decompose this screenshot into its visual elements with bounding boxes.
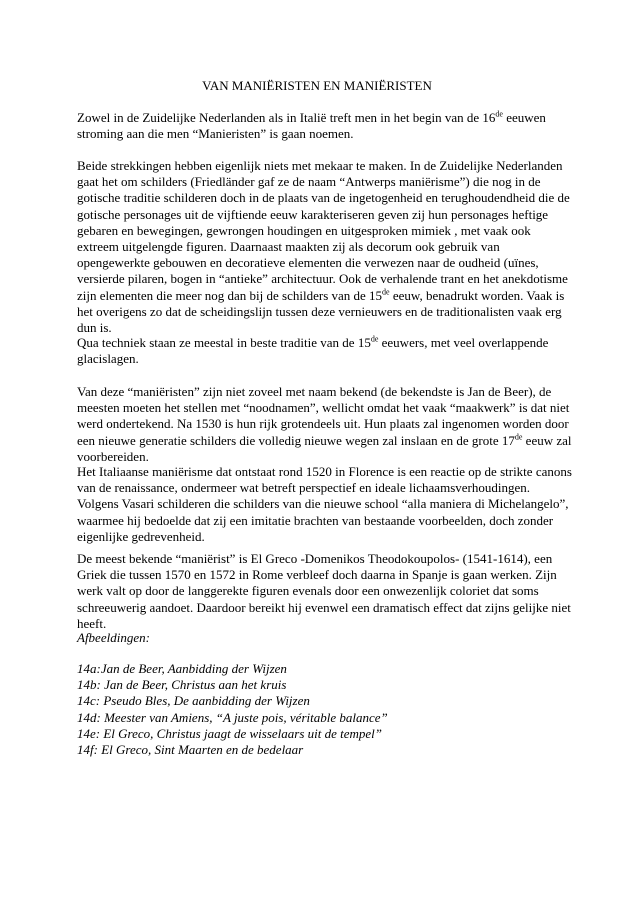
paragraph-technique: Qua techniek staan ze meestal in beste traditie van de 15de eeuwers, met veel overlappende glacislagen.: [77, 334, 549, 367]
page-title: VAN MANIËRISTEN EN MANIËRISTEN: [202, 78, 432, 93]
images-list: [77, 661, 388, 758]
list-item: 14d: Meester van Amiens, “A juste pois, véritable balance”: [77, 709, 388, 725]
paragraph-el-greco: De meest bekende “maniërist” is El Greco -Domenikos Theodokoupolos- (1541-1614), een Griek die tussen 1570 en 1572 in Rome verbleef doch daarna in Spanje is gaan werken. Zijn werk valt op door de langgerekte figuren evenals door een onwezenlijk coloriet dat soms schreeuwerig aandoet. Daardoor bereikt hij evenwel een dramatisch effect dat zijns gelijke niet heeft.: [77, 551, 571, 631]
paragraph-netherlands: Beide strekkingen hebben eigenlijk niets met mekaar te maken. In de Zuidelijke Nederlanden gaat het om schilders (Friedländer gaf ze de naam “Antwerps maniërisme”) die nog in de gotische traditie schilderen doch in de plaats van de ingetogenheid en terughoudendheid die de gotische personages uit de vijftiende eeuw karakteriseren geven zij hun personages heftige gebaren en bewegingen, gewrongen houdingen en uitgesproken mimiek , met vaak ook extreem uitgelengde figuren. Daarnaast maakten zij als decorum ook gebruik van opengewerkte gebouwen en decoratieve elementen die verwezen naar de oudheid (uïnes, versierde pilaren, bogen in “antieke” architectuur. Ook de verhalende trant en het anekdotisme zijn elementen die meer nog dan bij de schilders van de 15de eeuw, benadrukt worden. Vaak is het overigens zo dat de scheidingslijn tussen deze vernieuwers en de traditionalisten vaak erg dun is.: [77, 158, 570, 336]
list-item: 14e: El Greco, Christus jaagt de wisselaars uit de tempel”: [77, 725, 382, 741]
paragraph-intro: Zowel in de Zuidelijke Nederlanden als in Italië treft men in het begin van de 16de eeuwen stroming aan die men “Manieristen” is gaan noemen.: [77, 109, 546, 142]
images-heading: Afbeeldingen:: [77, 630, 150, 645]
list-item: 14b: Jan de Beer, Christus aan het kruis: [77, 677, 287, 693]
list-item: 14f: El Greco, Sint Maarten en de bedelaar: [77, 741, 304, 757]
paragraph-italian: Het Italiaanse maniërisme dat ontstaat rond 1520 in Florence is een reactie op de strikte canons van de renaissance, ondermeer wat betreft perspectief en ideale lichaamsverhoudingen. Volgens Vasari schilderen die schilders van die nieuwe school “alla maniera di Michelangelo”, waarmee hij bedoelde dat zij een imitatie brachten van bestaande voorbeelden, doch zonder eigenlijke gedrevenheid.: [77, 464, 572, 544]
paragraph-names: Van deze “maniëristen” zijn niet zoveel met naam bekend (de bekendste is Jan de Beer), de meesten moeten het stellen met “noodnamen”, wellicht omdat het vaak “maakwerk” is dat niet werd ondertekend. Na 1530 is hun rijk grotendeels uit. Hun plaats zal ingenomen worden door een nieuwe generatie schilders die volledig nieuwe wegen zal inslaan en de grote 17de eeuw zal voorbereiden.: [77, 384, 572, 464]
list-item: 14c: Pseudo Bles, De aanbidding der Wijzen: [77, 693, 310, 709]
list-item: 14a:Jan de Beer, Aanbidding der Wijzen: [77, 661, 287, 676]
